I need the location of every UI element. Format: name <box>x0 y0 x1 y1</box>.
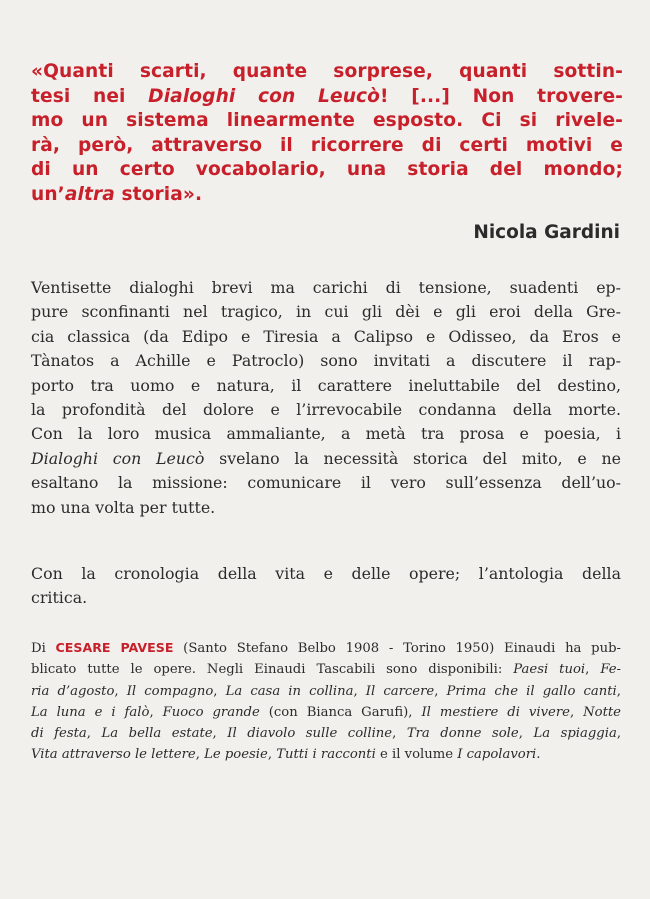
description-line: pure sconfinanti nel tragico, in cui gli dèi e gli eroi della Gre- <box>31 302 621 322</box>
italic-title: I capolavori <box>457 747 537 763</box>
italic-title: Le poesie <box>204 747 268 763</box>
italic-title: altra <box>64 183 115 205</box>
quote-line: rà, però, attraverso il ricorrere di certi motivi e <box>31 134 623 156</box>
description-line: mo una volta per tutte. <box>31 497 216 517</box>
italic-title: Il compagno <box>126 683 214 699</box>
bio-line: ria d’agosto, Il compagno, La casa in collina, Il carcere, Prima che il gallo canti, <box>31 683 621 699</box>
description-line: Dialoghi con Leucò svelano la necessità storica del mito, e ne <box>31 448 621 468</box>
italic-title: La spiaggia <box>533 726 617 742</box>
quote-author: Nicola Gardini <box>473 222 620 243</box>
italic-title: ria d’agosto <box>31 683 115 699</box>
italic-title: La luna e i falò <box>31 704 150 720</box>
italic-title: La bella estate <box>101 726 213 742</box>
bio-line: Di CESARE PAVESE (Santo Stefano Belbo 1908 - Torino 1950) Einaudi ha pub- <box>31 640 622 656</box>
italic-title: Fuoco grande <box>162 704 260 720</box>
bio-line: di festa, La bella estate, Il diavolo sulle colline, Tra donne sole, La spiaggia, <box>31 726 622 742</box>
quote-line: tesi nei Dialoghi con Leucò! [...] Non trovere- <box>31 85 623 107</box>
quote-line: un’altra storia». <box>31 183 203 205</box>
author-name: CESARE PAVESE <box>55 640 174 655</box>
description-line: Con la loro musica ammaliante, a metà tra prosa e poesia, i <box>31 424 621 444</box>
italic-title: Notte <box>583 704 621 720</box>
italic-title: Il diavolo sulle colline <box>227 726 393 742</box>
appendix-line: Con la cronologia della vita e delle opere; l’antologia della <box>31 564 621 583</box>
italic-title: Tra donne sole <box>406 726 519 742</box>
author-bio <box>31 637 621 766</box>
description-line: porto tra uomo e natura, il carattere ineluttabile del destino, <box>31 375 621 395</box>
description-line: cia classica (da Edipo e Tiresia a Calipso e Odisseo, da Eros e <box>31 326 621 346</box>
description-line: Ventisette dialoghi brevi ma carichi di tensione, suadenti ep- <box>31 278 621 297</box>
description-line: esaltano la missione: comunicare il vero sull’essenza dell’uo- <box>31 473 621 493</box>
appendix-note <box>31 562 621 611</box>
italic-title: Fe- <box>600 662 622 678</box>
bio-line: Vita attraverso le lettere, Le poesie, Tutti i racconti e il volume I capolavori. <box>31 747 541 763</box>
quote-line: di un certo vocabolario, una storia del mondo; <box>31 159 623 181</box>
italic-title: La casa in collina <box>225 683 354 699</box>
description-line: Tànatos a Achille e Patroclo) sono invitati a discutere il rap- <box>31 351 621 371</box>
quote-line: «Quanti scarti, quante sorprese, quanti sottin- <box>31 61 623 82</box>
italic-title: Il carcere <box>365 683 435 699</box>
italic-title: Vita attraverso le lettere <box>31 747 196 763</box>
quote-line: mo un sistema linearmente esposto. Ci si rivele- <box>31 110 623 132</box>
italic-title: Dialoghi con Leucò <box>148 85 381 107</box>
italic-title: di festa <box>31 726 87 742</box>
book-description <box>31 276 621 520</box>
italic-title: Prima che il gallo canti <box>446 683 617 699</box>
italic-title: Dialoghi con Leucò <box>31 448 205 468</box>
bio-line: blicato tutte le opere. Negli Einaudi Tascabili sono disponibili: Paesi tuoi, Fe- <box>31 662 622 678</box>
appendix-line: critica. <box>31 588 88 608</box>
italic-title: Il mestiere di vivere <box>421 704 570 720</box>
bio-line: La luna e i falò, Fuoco grande (con Bianca Garufi), Il mestiere di vivere, Notte <box>31 704 621 720</box>
italic-title: Tutti i racconti <box>276 747 376 763</box>
description-line: la profondità del dolore e l’irrevocabile condanna della morte. <box>31 400 621 420</box>
critic-quote <box>31 60 623 208</box>
italic-title: Paesi tuoi <box>513 662 586 678</box>
